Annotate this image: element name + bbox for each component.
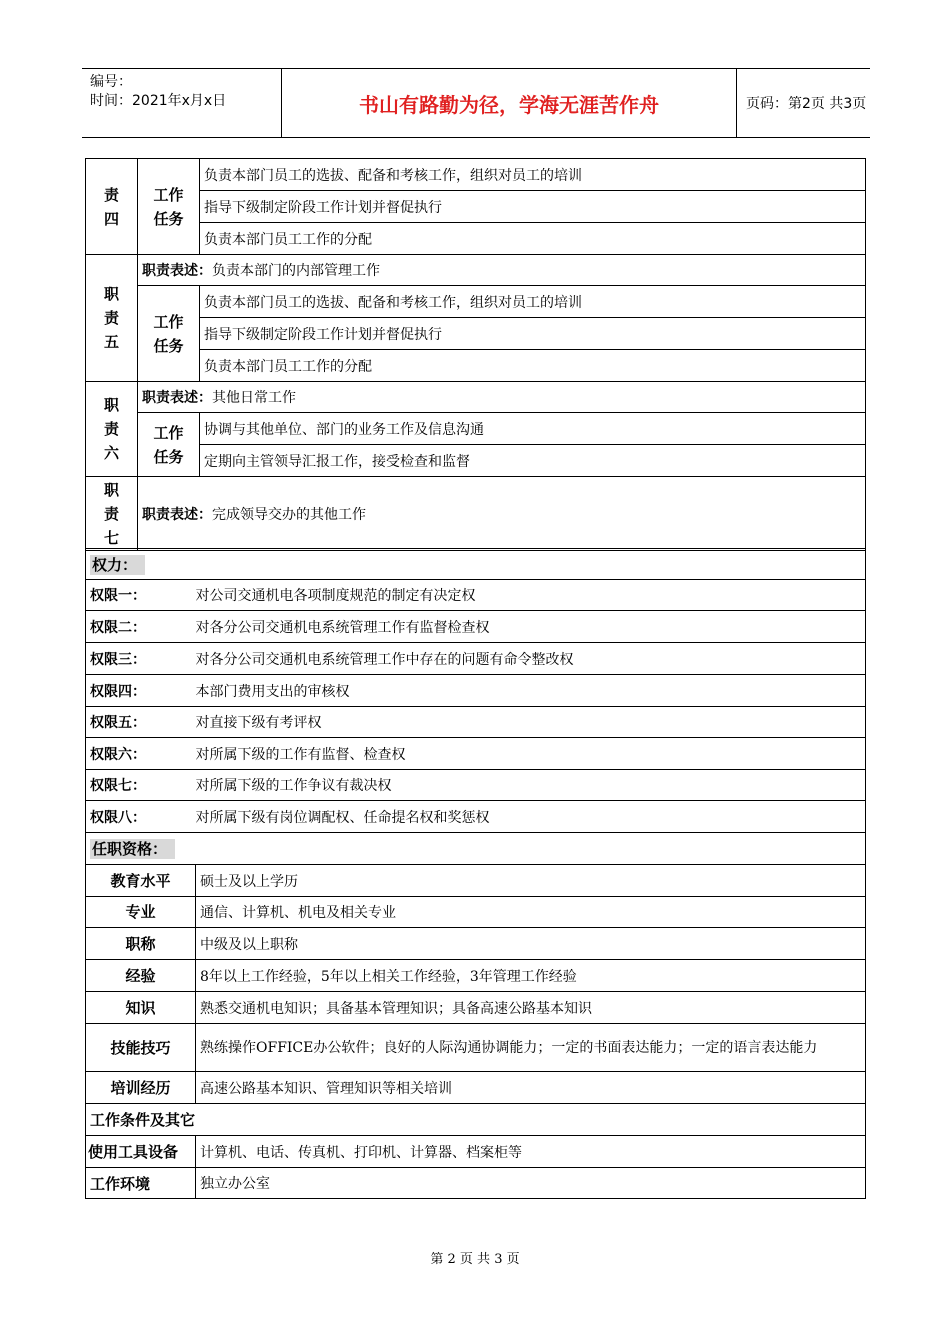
duty-4-task-2: 指导下级制定阶段工作计划并督促执行 xyxy=(200,191,866,223)
time-label: 时间：2021年x月x日 xyxy=(90,93,227,109)
cond-equipment-text: 计算机、电话、传真机、打印机、计算器、档案柜等 xyxy=(196,1136,866,1168)
duty-6-task-label: 工作任务 xyxy=(138,413,200,477)
duty-5-label: 职责五 xyxy=(86,255,138,382)
header-motto: 书山有路勤为径，学海无涯苦作舟 xyxy=(282,69,737,137)
duty-4-label: 责四 xyxy=(86,159,138,255)
power-5-text: 对直接下级有考评权 xyxy=(196,707,866,738)
header-page-label: 页码：第2页 共3页 xyxy=(746,96,867,112)
duty-6-label: 职责六 xyxy=(86,382,138,477)
cond-environment-label: 工作环境 xyxy=(86,1168,196,1199)
qual-skills-label: 技能技巧 xyxy=(86,1024,196,1072)
duty-6-task-1: 协调与其他单位、部门的业务工作及信息沟通 xyxy=(200,413,866,445)
header-meta xyxy=(82,69,282,137)
qual-title-label: 职称 xyxy=(86,928,196,960)
power-4-text: 本部门费用支出的审核权 xyxy=(196,675,866,707)
qual-knowledge-label: 知识 xyxy=(86,992,196,1024)
qual-training-text: 高速公路基本知识、管理知识等相关培训 xyxy=(196,1072,866,1104)
duty-7-statement: 职责表述：完成领导交办的其他工作 xyxy=(138,477,866,551)
power-8-text: 对所属下级有岗位调配权、任命提名权和奖惩权 xyxy=(196,801,866,833)
qual-knowledge-text: 熟悉交通机电知识；具备基本管理知识；具备高速公路基本知识 xyxy=(196,992,866,1024)
duty-5-statement: 职责表述：负责本部门的内部管理工作 xyxy=(138,255,866,286)
power-2-label: 权限二： xyxy=(86,611,196,643)
conditions-title: 工作条件及其它 xyxy=(86,1104,866,1136)
qual-experience-text: 8年以上工作经验，5年以上相关工作经验，3年管理工作经验 xyxy=(196,960,866,992)
duty-6-task-2: 定期向主管领导汇报工作，接受检查和监督 xyxy=(200,445,866,477)
power-8-label: 权限八： xyxy=(86,801,196,833)
power-3-label: 权限三： xyxy=(86,643,196,675)
power-1-label: 权限一： xyxy=(86,580,196,611)
duties-table xyxy=(85,158,866,551)
duty-4-task-3: 负责本部门员工工作的分配 xyxy=(200,223,866,255)
duty-5-task-1: 负责本部门员工的选拔、配备和考核工作，组织对员工的培训 xyxy=(200,286,866,318)
powers-title: 权力： xyxy=(86,549,866,580)
power-2-text: 对各分公司交通机电系统管理工作有监督检查权 xyxy=(196,611,866,643)
power-7-text: 对所属下级的工作争议有裁决权 xyxy=(196,770,866,801)
power-1-text: 对公司交通机电各项制度规范的制定有决定权 xyxy=(196,580,866,611)
duty-5-task-label: 工作任务 xyxy=(138,286,200,382)
qual-education-text: 硕士及以上学历 xyxy=(196,865,866,897)
number-label: 编号： xyxy=(90,74,132,90)
duty-4-task-1: 负责本部门员工的选拔、配备和考核工作，组织对员工的培训 xyxy=(200,159,866,191)
duty-7-label: 职责七 xyxy=(86,477,138,551)
qual-major-text: 通信、计算机、机电及相关专业 xyxy=(196,897,866,928)
qual-major-label: 专业 xyxy=(86,897,196,928)
qual-title-text: 中级及以上职称 xyxy=(196,928,866,960)
power-3-text: 对各分公司交通机电系统管理工作中存在的问题有命令整改权 xyxy=(196,643,866,675)
duty-4-task-label: 工作任务 xyxy=(138,159,200,255)
duty-6-statement: 职责表述：其他日常工作 xyxy=(138,382,866,413)
duty-4-task-row xyxy=(86,159,866,191)
power-4-label: 权限四： xyxy=(86,675,196,707)
page-footer: 第 2 页 共 3 页 xyxy=(430,1252,520,1267)
qual-education-label: 教育水平 xyxy=(86,865,196,897)
duty-5-task-3: 负责本部门员工工作的分配 xyxy=(200,350,866,382)
power-6-label: 权限六： xyxy=(86,738,196,770)
qual-skills-text: 熟练操作OFFICE办公软件；良好的人际沟通协调能力；一定的书面表达能力；一定的语言表达能力 xyxy=(196,1024,866,1072)
qualifications-title: 任职资格： xyxy=(86,833,866,865)
cond-equipment-label: 使用工具设备 xyxy=(86,1136,196,1168)
duty-5-task-2: 指导下级制定阶段工作计划并督促执行 xyxy=(200,318,866,350)
power-7-label: 权限七： xyxy=(86,770,196,801)
page-header xyxy=(82,68,870,138)
powers-qualifications-table xyxy=(85,548,866,1199)
qual-experience-label: 经验 xyxy=(86,960,196,992)
power-6-text: 对所属下级的工作有监督、检查权 xyxy=(196,738,866,770)
power-5-label: 权限五： xyxy=(86,707,196,738)
cond-environment-text: 独立办公室 xyxy=(196,1168,866,1199)
qual-training-label: 培训经历 xyxy=(86,1072,196,1104)
